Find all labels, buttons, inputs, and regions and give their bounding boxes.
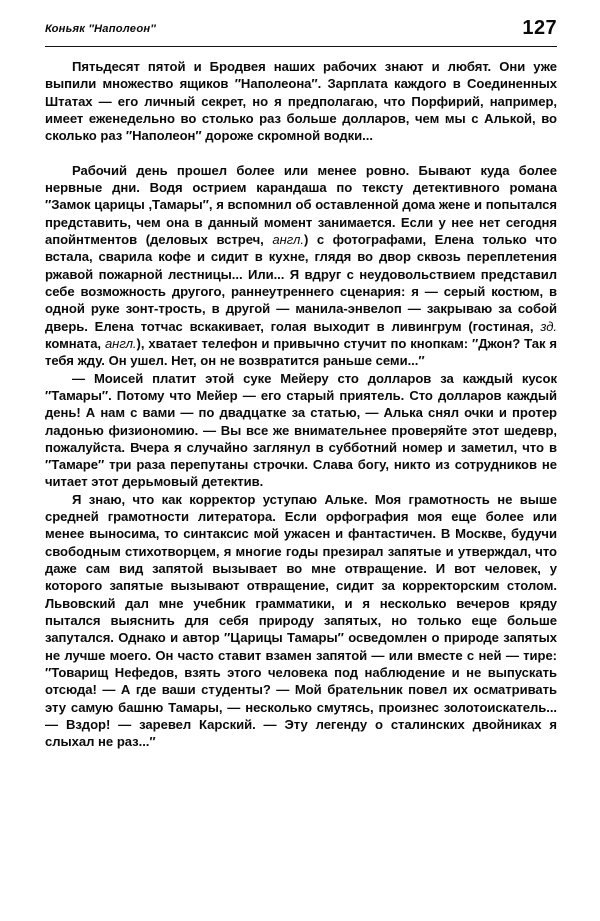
text-run: ), хватает телефон и привычно стучит по кнопкам: ″Джон? Так я тебя жду. Он ушел. Нет, он не возвратится раньше семи...″	[45, 335, 557, 369]
body-text-column	[45, 58, 557, 750]
paragraph	[45, 162, 557, 370]
paragraph	[45, 58, 557, 145]
text-run: Рабочий день прошел более или менее ровно. Бывают куда более нервные дни. Водя острием карандаша по тексту детективного романа ″Замок царицы ,Тамары″, я вспомнил об оставленной дома жене и попытался представить, чем она в данный момент занимается. Если у нее нет сегодня апойнтментов (деловых встреч,	[45, 162, 557, 248]
page-header	[45, 17, 557, 46]
text-run: — Моисей платит этой суке Мейеру сто долларов за каждый кусок ″Тамары″. Потому что Мейер — его старый приятель. Сто долларов каждый день! А нам с вами — по двадцатке за статью, — Алька снял очки и протер ладонью физиономию. — Вы все же внимательнее проверяйте этот шедевр, пожалуйста. Вчера я случайно заглянул в субботний номер и заметил, что в ″Тамаре″ три раза перепутаны строчки. Слава богу, никто из сотрудников не читает этот дерьмовый детектив.	[45, 370, 557, 490]
text-run: Пятьдесят пятой и Бродвея наших рабочих знают и любят. Они уже выпили множество ящиков ″Наполеона″. Зарплата каждого в Соединенных Штатах — его личный секрет, но я предполагаю, что Порфирий, например, имеет еженедельно во столько раз больше долларов, чем мы с Алькой, во сколько раз ″Наполеон″ дороже скромной водки...	[45, 59, 557, 144]
italic-gloss: зд.	[540, 318, 557, 334]
paragraph	[45, 370, 557, 491]
italic-gloss: англ.	[104, 335, 137, 351]
text-run: комната,	[45, 335, 105, 351]
italic-gloss: англ.	[272, 232, 304, 248]
page-number: 127	[522, 17, 557, 39]
text-run: ) с фотографами, Елена только что встала, сварила кофе и сидит в кухне, глядя во двор сквозь переплетения ржавой пожарной лестницы... Или... Я вдруг с неудовольствием представил себе возможность другого, раннеутреннего сценария: я — серый костюм, в одной руке зонт-трость, в другой — манила-энвелоп — закрываю за собой дверь. Елена тотчас вскакивает, голая выходит в ливингрум (гостиная,	[45, 232, 557, 334]
header-rule	[45, 46, 557, 47]
running-head: Коньяк ″Наполеон″	[45, 23, 156, 35]
text-run: Я знаю, что как корректор уступаю Альке. Моя грамотность не выше средней грамотности литератора. Если орфография моя еще более или менее выносима, то синтаксис мой ужасен и фантастичен. В Москве, будучи свободным стихотворцем, я многие годы презирал запятые и утверждал, что даже сам вид запятой вызывает во мне отвращение. И вот человек, у которого запятые вызывают отвращение, сидит за корректорским столом. Львовский дал мне учебник грамматики, и я несколько вечеров кряду пытался выяснить для себя природу запятых, но только еще больше запутался. Однако и автор ″Царицы Тамары″ осведомлен о природе запятых не лучше моего. Он часто ставит взамен запятой — или вместе с ней — тире: ″Товарищ Нефедов, взять этого человека под наблюдение и не выпускать отсюда! — А где ваши студенты? — Мой брательник повел их осматривать эту самую башню Тамары, — несколько смутясь, произнес золотоискатель... — Вздор! — заревел Карский. — Эту легенду о сталинских двойниках я слыхал не раз...″	[45, 491, 557, 750]
paragraph	[45, 491, 557, 751]
